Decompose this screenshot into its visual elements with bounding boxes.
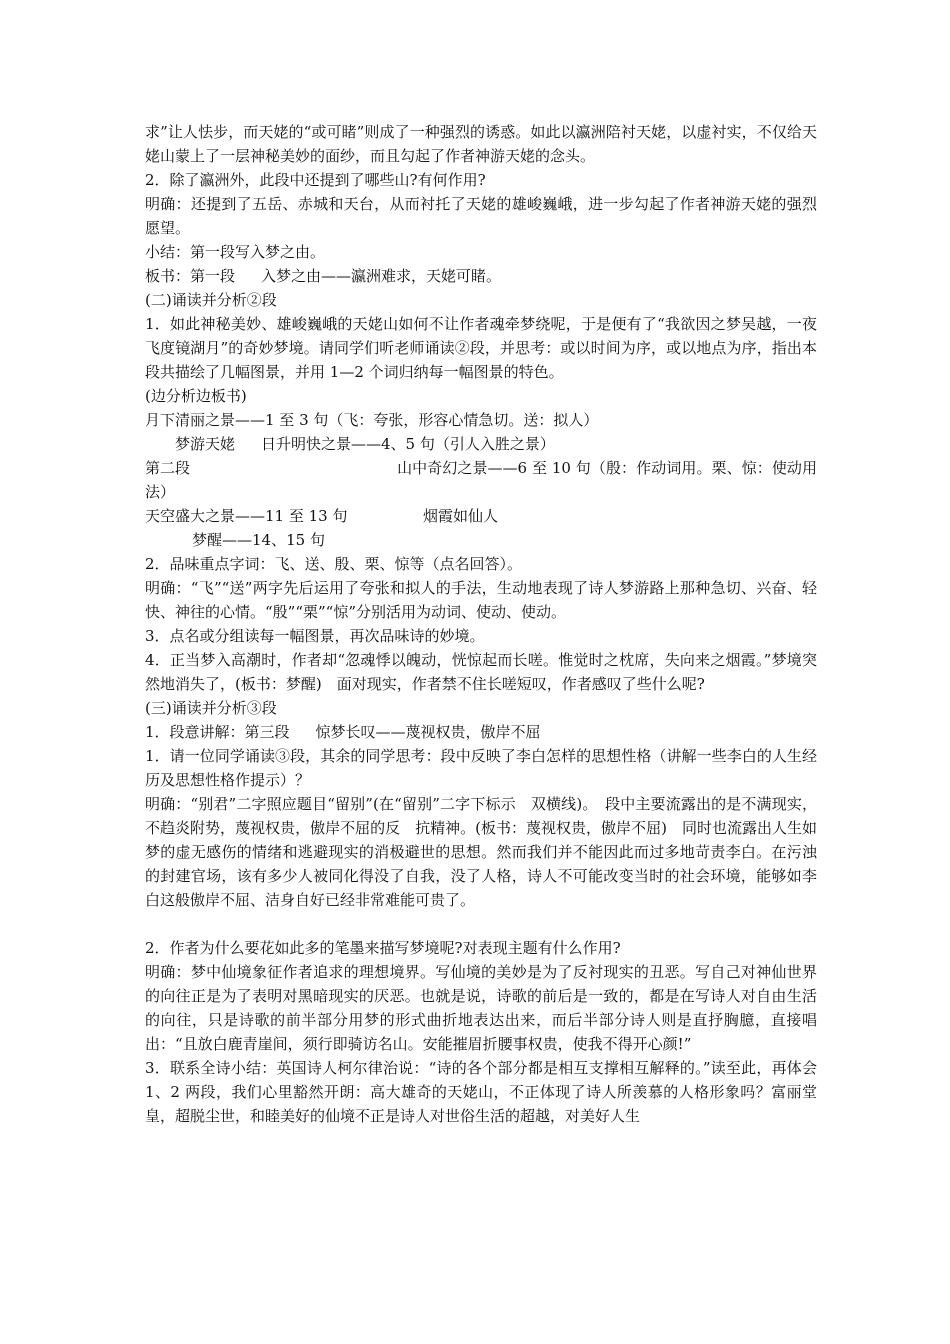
question-2-key-words: 2．品味重点字词：飞、送、殷、栗、惊等（点名回答）。 (145, 555, 523, 573)
scene-mountain-row (145, 456, 817, 504)
board-note-label: 板书：第一段 (145, 267, 236, 285)
dream-awake-line: 梦醒——14、15 句 (192, 531, 325, 549)
section-3-summary (145, 720, 817, 744)
scene-moonlight: 月下清丽之景——1 至 3 句（飞：夸张，形容心情急切。送：拟人） (145, 411, 599, 429)
scene-sky-row (145, 504, 817, 528)
summary-3-whole-poem: 3．联系全诗小结：英国诗人柯尔律治说：“诗的各个部分都是相互支撑相互解释的。”读至此，再体会 1、2 两段，我们心里豁然开朗：高大雄奇的天姥山，不正体现了诗人所羡慕的人格形象吗？富丽堂皇，超脱尘世，和睦美好的仙境不正是诗人对世俗生活的超越，对美好人生 (145, 1059, 817, 1125)
task-4-dream-ends: 4．正当梦入高潮时，作者却“忽魂悸以魄动，恍惊起而长嗟。惟觉时之枕席，失向来之烟霞。”梦境突然地消失了，(板书：梦醒) 面对现实，作者禁不住长嗟短叹，作者感叹了些什么呢? (145, 651, 817, 693)
paragraph-gap (145, 912, 817, 936)
board-note-section-1 (145, 264, 817, 288)
note-board-while-analyzing: (边分析边板书) (145, 387, 247, 405)
question-2-dream-purpose: 2．作者为什么要花如此多的笔墨来描写梦境呢?对表现主题有什么作用? (145, 939, 621, 957)
summary-section-1: 小结：第一段写入梦之由。 (145, 243, 326, 261)
section-2-label: 第二段 (145, 459, 191, 477)
dream-tianmu-label: 梦游天姥 (175, 435, 236, 453)
document-page (145, 120, 817, 1128)
heading-part-3: (三)诵读并分析③段 (145, 699, 277, 717)
answer-2-key-words: 明确：“飞”“送”两字先后运用了夸张和拟人的手法，生动地表现了诗人梦游路上那种急切、兴奋、轻快、神往的心情。“殷”“栗”“惊”分别活用为动词、使动、使动。 (145, 579, 817, 621)
question-1-li-bai-character: 1．请一位同学诵读③段，其余的同学思考：段中反映了李白怎样的思想性格（讲解一些李白的人生经历及思想性格作提示）？ (145, 747, 817, 789)
section-3-theme: 惊梦长叹——蔑视权贵，傲岸不屈 (315, 723, 541, 741)
question-2-other-mountains: 2．除了瀛洲外，此段中还提到了哪些山?有何作用? (145, 171, 486, 189)
scene-sky-note: 烟霞如仙人 (423, 507, 499, 525)
task-3-read-scenes: 3．点名或分组读每一幅图景，再次品味诗的妙境。 (145, 627, 485, 645)
answer-2-dream-purpose: 明确：梦中仙境象征作者追求的理想境界。写仙境的美妙是为了反衬现实的丑恶。写自己对神仙世界的向往正是为了表明对黑暗现实的厌恶。也就是说，诗歌的前后是一致的，都是在写诗人对自由生活的向往，只是诗歌的前半部分用梦的形式曲折地表达出来，而后半部分诗人则是直抒胸臆，直接唱出：“且放白鹿青崖间，须行即骑访名山。安能摧眉折腰事权贵，使我不得开心颜!” (145, 963, 817, 1053)
scene-mountain: 山中奇幻之景——6 至 10 句（殷：作动词用。栗、惊：使动用法） (145, 459, 817, 501)
question-1-dream-scenes: 1．如此神秘美妙、雄峻巍峨的天姥山如何不让作者魂牵梦绕呢，于是便有了“我欲因之梦吴越，一夜飞度镜湖月”的奇妙梦境。请同学们听老师诵读②段，并思考：或以时间为序，或以地点为序，指出本段共描绘了几幅图景，并用 1—2 个词归纳每一幅图景的特色。 (145, 315, 817, 381)
scene-sunrise: 日升明快之景——4、5 句（引人入胜之景） (261, 435, 555, 453)
paragraph-intro-continuation: 求”让人怯步，而天姥的“或可睹”则成了一种强烈的诱惑。如此以瀛洲陪衬天姥，以虚衬实，不仅给天姥山蒙上了一层神秘美妙的面纱，而且勾起了作者神游天姥的念头。 (145, 123, 817, 165)
section-3-label: 1．段意讲解：第三段 (145, 723, 290, 741)
answer-1-li-bai-character: 明确：“别君”二字照应题目“留别”(在“留别”二字下标示 双横线)。 段中主要流露出的是不满现实，不趋炎附势，蔑视权贵，傲岸不屈的反 抗精神。(板书：蔑视权贵，傲岸不屈) 同时也流露出人生如梦的虚无感伤的情绪和逃避现实的消极避世的思想。然而我们并不能因此而过多地苛责李白。在污浊的封建官场，该有多少人被同化得没了自我，没了人格，诗人不可能改变当时的社会环境，能够如李白这般傲岸不屈、洁身自好已经非常难能可贵了。 (145, 795, 817, 909)
board-note-content: 入梦之由——瀛洲难求，天姥可睹。 (261, 267, 502, 285)
scene-sky: 天空盛大之景——11 至 13 句 (145, 507, 348, 525)
answer-2-other-mountains: 明确：还提到了五岳、赤城和天台，从而衬托了天姥的雄峻巍峨，进一步勾起了作者神游天姥的强烈愿望。 (145, 195, 817, 237)
heading-part-2: (二)诵读并分析②段 (145, 291, 277, 309)
scene-sunrise-row (145, 432, 817, 456)
